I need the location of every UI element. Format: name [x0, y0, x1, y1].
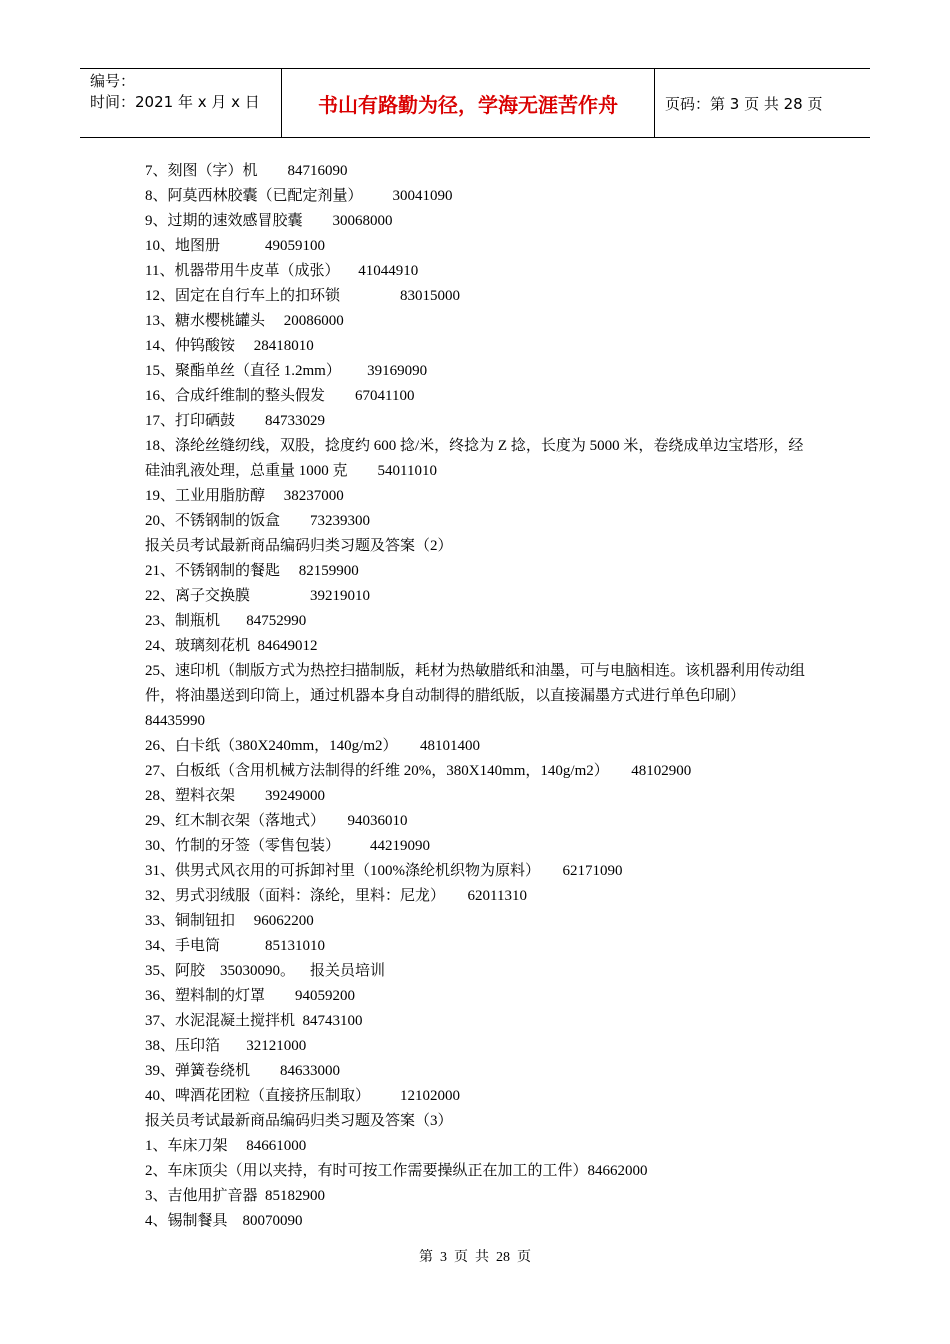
list-item: 16、合成纤维制的整头假发 67041100: [145, 388, 415, 404]
list-item: 23、制瓶机 84752990: [145, 613, 307, 629]
list-item: 4、锡制餐具 80070090: [145, 1213, 303, 1229]
list-item: 28、塑料衣架 39249000: [145, 788, 326, 804]
document-number-label: 编号：: [90, 72, 136, 90]
document-time-label: 时间：2021 年 x 月 x 日: [90, 93, 260, 111]
list-item: 1、车床刀架 84661000: [145, 1138, 307, 1154]
list-item: 33、铜制钮扣 96062200: [145, 913, 314, 929]
list-item: 40、啤酒花团粒（直接挤压制取） 12102000: [145, 1088, 461, 1104]
section-heading: 报关员考试最新商品编码归类习题及答案（3）: [145, 1113, 453, 1129]
document-body: [145, 159, 813, 1234]
list-item: 2、车床顶尖（用以夹持，有时可按工作需要操纵正在加工的工件）84662000: [145, 1163, 648, 1179]
list-item: 24、玻璃刻花机 84649012: [145, 638, 318, 654]
list-item: 39、弹簧卷绕机 84633000: [145, 1063, 341, 1079]
list-item: 11、机器带用牛皮革（成张） 41044910: [145, 263, 419, 279]
list-item: 34、手电筒 85131010: [145, 938, 326, 954]
list-item: 15、聚酯单丝（直径 1.2mm） 39169090: [145, 363, 428, 379]
list-item: 17、打印硒鼓 84733029: [145, 413, 326, 429]
list-item: 20、不锈钢制的饭盒 73239300: [145, 513, 371, 529]
list-item: 26、白卡纸（380X240mm，140g/m2） 48101400: [145, 738, 481, 754]
list-item: 37、水泥混凝土搅拌机 84743100: [145, 1013, 363, 1029]
list-item: 29、红木制衣架（落地式） 94036010: [145, 813, 408, 829]
header-page-info: 页码：第 3 页 共 28 页: [665, 94, 823, 113]
list-item: 18、涤纶丝缝纫线，双股，捻度约 600 捻/米，终捻为 Z 捻，长度为 5000 米，卷绕成单边宝塔形，经硅油乳液处理，总重量 1000 克 54011010: [145, 438, 804, 479]
list-item: 25、速印机（制版方式为热控扫描制版，耗材为热敏腊纸和油墨，可与电脑相连。该机器利用传动组件，将油墨送到印筒上，通过机器本身自动制得的腊纸版，以直接漏墨方式进行单色印刷） 84435990: [145, 663, 806, 729]
page-footer: 第 3 页 共 28 页: [419, 1250, 531, 1265]
list-item: 27、白板纸（含用机械方法制得的纤维 20%，380X140mm，140g/m2） 48102900: [145, 763, 692, 779]
list-item: 12、固定在自行车上的扣环锁 83015000: [145, 288, 461, 304]
page-header: [80, 68, 870, 138]
list-item: 3、吉他用扩音器 85182900: [145, 1188, 326, 1204]
list-item: 30、竹制的牙签（零售包装） 44219090: [145, 838, 431, 854]
list-item: 38、压印箔 32121000: [145, 1038, 307, 1054]
list-item: 9、过期的速效感冒胶囊 30068000: [145, 213, 393, 229]
section-heading: 报关员考试最新商品编码归类习题及答案（2）: [145, 538, 453, 554]
list-item: 13、糖水樱桃罐头 20086000: [145, 313, 344, 329]
list-item: 31、供男式风衣用的可拆卸衬里（100%涤纶机织物为原料） 62171090: [145, 863, 623, 879]
list-item: 7、刻图（字）机 84716090: [145, 163, 348, 179]
list-item: 36、塑料制的灯罩 94059200: [145, 988, 356, 1004]
list-item: 19、工业用脂肪醇 38237000: [145, 488, 344, 504]
list-item: 35、阿胶 35030090。 报关员培训: [145, 963, 386, 979]
list-item: 8、阿莫西林胶囊（已配定剂量） 30041090: [145, 188, 453, 204]
list-item: 22、离子交换膜 39219010: [145, 588, 371, 604]
list-item: 21、不锈钢制的餐匙 82159900: [145, 563, 359, 579]
list-item: 14、仲钨酸铵 28418010: [145, 338, 314, 354]
list-item: 32、男式羽绒服（面料：涤纶，里料：尼龙） 62011310: [145, 888, 527, 904]
header-motto: 书山有路勤为径，学海无涯苦作舟: [281, 69, 655, 137]
list-item: 10、地图册 49059100: [145, 238, 326, 254]
header-meta: [80, 69, 281, 137]
